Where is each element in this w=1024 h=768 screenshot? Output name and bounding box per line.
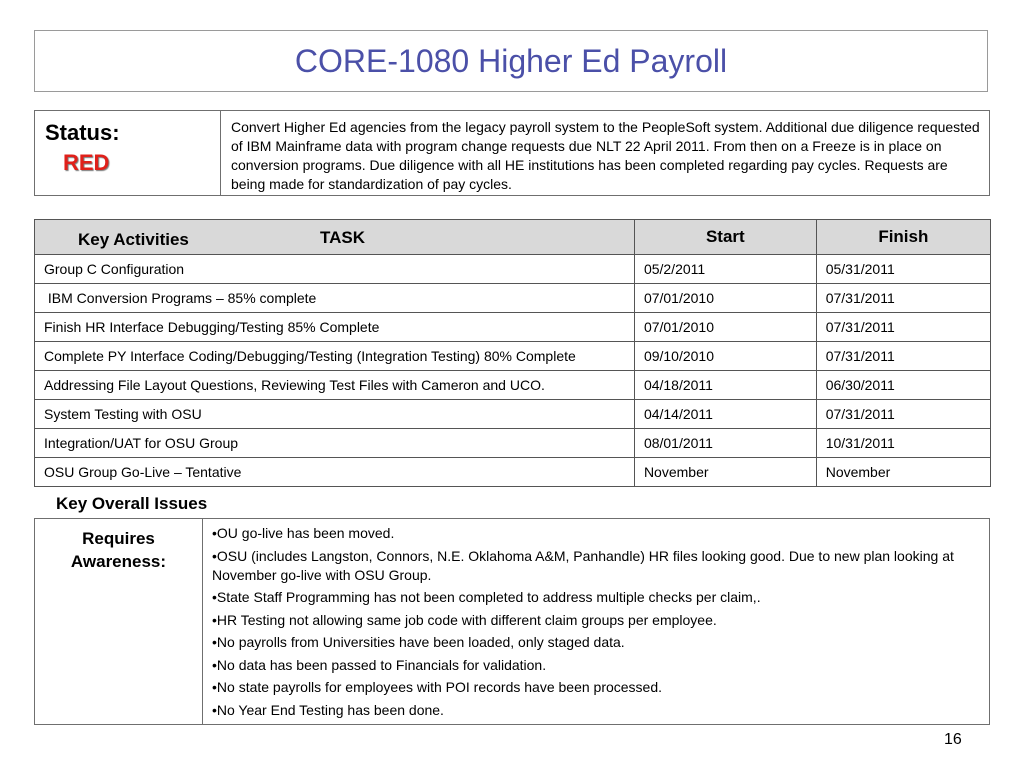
start-cell: 08/01/2011 — [634, 429, 816, 458]
issues-list — [203, 519, 989, 724]
start-cell: 04/18/2011 — [634, 371, 816, 400]
start-cell: 04/14/2011 — [634, 400, 816, 429]
issues-category-line1: Requires — [82, 529, 155, 548]
list-item: •OSU (includes Langston, Connors, N.E. Oklahoma A&M, Panhandle) HR files looking good. Due to new plan looking at November go-live with OSU Group. — [212, 547, 954, 583]
table-row — [35, 255, 991, 284]
finish-cell: 07/31/2011 — [816, 284, 990, 313]
list-item: •No data has been passed to Financials for validation. — [212, 656, 547, 673]
task-cell: Addressing File Layout Questions, Reviewing Test Files with Cameron and UCO. — [35, 371, 635, 400]
table-row — [35, 371, 991, 400]
finish-cell: 06/30/2011 — [816, 371, 990, 400]
start-cell: 05/2/2011 — [634, 255, 816, 284]
status-description: Convert Higher Ed agencies from the legacy payroll system to the PeopleSoft system. Additional due diligence requested of IBM Mainframe data with program change requests due NLT 22 April 2011. From then on a Freeze is in place on conversion programs. Due diligence with all HE institutions has been completed regarding pay cycles. Requests are being made for standardization of pay cycles. — [231, 119, 980, 192]
list-item: •No payrolls from Universities have been loaded, only staged data. — [212, 634, 625, 650]
table-row — [35, 284, 991, 313]
key-activities-table — [34, 219, 991, 487]
status-box — [34, 110, 990, 196]
finish-column-header: Finish — [816, 220, 990, 255]
start-cell: November — [634, 458, 816, 487]
key-activities-label: Key Activities — [78, 230, 189, 249]
task-column-header: TASK — [320, 228, 366, 247]
title-box — [34, 30, 988, 92]
list-item: •OU go-live has been moved. — [212, 525, 395, 541]
task-cell: Complete PY Interface Coding/Debugging/Testing (Integration Testing) 80% Complete — [35, 342, 635, 371]
table-row — [35, 342, 991, 371]
start-cell: 07/01/2010 — [634, 284, 816, 313]
finish-cell: 10/31/2011 — [816, 429, 990, 458]
slide-title: CORE-1080 Higher Ed Payroll — [294, 42, 728, 79]
status-cell — [35, 111, 221, 195]
table-row — [35, 429, 991, 458]
table-row — [35, 400, 991, 429]
finish-cell: 05/31/2011 — [816, 255, 990, 284]
finish-cell: November — [816, 458, 990, 487]
task-cell: IBM Conversion Programs – 85% complete — [35, 284, 635, 313]
task-header — [35, 220, 635, 255]
task-cell: OSU Group Go-Live – Tentative — [35, 458, 635, 487]
issues-category-line2: Awareness: — [70, 552, 167, 571]
issues-category — [35, 519, 203, 724]
list-item: •HR Testing not allowing same job code with different claim groups per employee. — [212, 611, 717, 628]
finish-cell: 07/31/2011 — [816, 400, 990, 429]
task-cell: Integration/UAT for OSU Group — [35, 429, 635, 458]
list-item: •State Staff Programming has not been completed to address multiple checks per claim,. — [212, 589, 761, 605]
page-number: 16 — [944, 731, 962, 748]
start-column-header: Start — [634, 220, 816, 255]
table-header-row — [35, 220, 991, 255]
issues-box — [34, 518, 990, 725]
task-cell: Group C Configuration — [35, 255, 635, 284]
table-row — [35, 458, 991, 487]
task-cell: Finish HR Interface Debugging/Testing 85% Complete — [35, 313, 635, 342]
status-label: Status: — [45, 120, 120, 145]
list-item: •No state payrolls for employees with POI records have been processed. — [212, 679, 663, 695]
finish-cell: 07/31/2011 — [816, 342, 990, 371]
start-cell: 09/10/2010 — [634, 342, 816, 371]
task-cell: System Testing with OSU — [35, 400, 635, 429]
finish-cell: 07/31/2011 — [816, 313, 990, 342]
key-overall-issues-heading: Key Overall Issues — [56, 494, 208, 513]
start-cell: 07/01/2010 — [634, 313, 816, 342]
table-row — [35, 313, 991, 342]
status-value: RED — [63, 150, 110, 175]
list-item: •No Year End Testing has been done. — [212, 701, 444, 718]
